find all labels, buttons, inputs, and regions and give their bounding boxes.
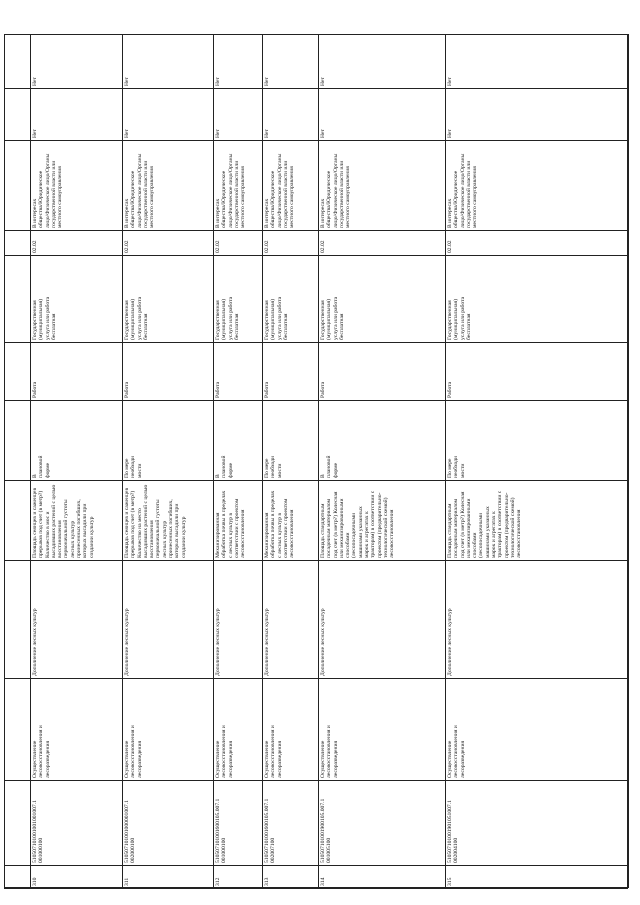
cell-flag2	[262, 34, 318, 88]
cell-form	[213, 400, 262, 480]
cell-text: Дополнение лесных культур	[320, 608, 326, 676]
cell-code	[262, 780, 318, 865]
cell-indicator	[213, 480, 262, 560]
cell-indicator	[445, 480, 628, 560]
cell-activity	[30, 678, 122, 780]
cell-text: Механизированная обработка почвы в пределах с лесных культур в соответствии с проектом лесовосстановления	[264, 490, 296, 558]
cell-text: В плановой форме	[320, 455, 339, 478]
cell-text: 315	[447, 877, 453, 886]
cell-text: 02.02	[32, 240, 38, 253]
cell-code2	[213, 230, 262, 255]
cell-consumers	[213, 140, 262, 230]
cell-type	[262, 342, 318, 400]
cell-flag1	[262, 88, 318, 140]
cell-form	[445, 400, 628, 480]
cell-text: Осуществление лесовосстановления и лесоразведения	[320, 725, 339, 778]
cell-code2	[30, 230, 122, 255]
cell-flag2	[30, 34, 122, 88]
cell-type	[445, 342, 628, 400]
cell-text: Нет	[320, 129, 326, 138]
cell-text: 02.02	[447, 240, 453, 253]
cell-flag1	[122, 88, 213, 140]
cell-code	[122, 780, 213, 865]
cell-text: По мере необходи мости	[447, 456, 466, 478]
cell-text: Государственная (муниципальная) услуга или работа бесплатная	[215, 296, 240, 340]
cell-text: 510507101001001001007.1 001000100	[32, 800, 45, 863]
cell-form	[30, 400, 122, 480]
cell-text: В интересах общества/Юридическое лицо/Физическое лицо/Органы государственной власти или местного самоуправления	[447, 153, 479, 228]
cell-text: Государственная (муниципальная) услуга или работа бесплатная	[320, 296, 345, 340]
cell-text: Нет	[124, 129, 130, 138]
cell-text: Осуществление лесовосстановления и лесоразведения	[264, 725, 283, 778]
cell-text: Государственная (муниципальная) услуга или работа бесплатная	[124, 296, 149, 340]
cell-text: 314	[320, 877, 326, 886]
cell-text: В плановой форме	[215, 455, 234, 478]
cell-text: Дополнение лесных культур	[215, 608, 221, 676]
cell-text: 02.02	[215, 240, 221, 253]
cell-flag1	[213, 88, 262, 140]
cell-text: Осуществление лесовосстановления и лесоразведения	[124, 725, 143, 778]
cell-text: Площадь стандартным посадочным материалом под счет (в метр?) Колесная или механизированными способами (лесопосадочными машинами указанных марок и агрегатах к тракторам) в соответствии с проектом (предварительно- технологической схемой) лесовосстановления	[320, 490, 396, 558]
cell-text: Нет	[32, 77, 38, 86]
cell-text: Работа	[124, 381, 130, 398]
cell-flag1	[30, 88, 122, 140]
cell-text: В интересах общества/Юридическое лицо/Физическое лицо/Органы государственной власти или местного самоуправления	[320, 153, 352, 228]
cell-text: Осуществление лесовосстановления и лесоразведения	[447, 725, 466, 778]
cell-flag2	[318, 34, 445, 88]
cell-indicator	[122, 480, 213, 560]
cell-flag1	[445, 88, 628, 140]
cell-text: Нет	[124, 77, 130, 86]
cell-indicator	[30, 480, 122, 560]
cell-payment	[30, 255, 122, 342]
cell-consumers	[318, 140, 445, 230]
cell-payment	[445, 255, 628, 342]
cell-num	[122, 865, 213, 888]
cell-activity	[122, 678, 213, 780]
cell-payment	[122, 255, 213, 342]
cell-payment	[318, 255, 445, 342]
cell-service-type	[122, 560, 213, 678]
cell-code2	[318, 230, 445, 255]
cell-num	[213, 865, 262, 888]
cell-text: Работа	[32, 381, 38, 398]
cell-code2	[445, 230, 628, 255]
grid-line-vertical	[628, 34, 629, 888]
cell-flag2	[122, 34, 213, 88]
cell-text: Нет	[320, 77, 326, 86]
cell-consumers	[122, 140, 213, 230]
cell-text: В плановой форме	[32, 455, 51, 478]
cell-text: Нет	[32, 129, 38, 138]
cell-type	[213, 342, 262, 400]
cell-consumers	[262, 140, 318, 230]
cell-text: 510507101001900105.007.1 001005100	[320, 798, 333, 863]
cell-text: Механизированная обработка почвы в пределах с лесных культур в соответствии с проектом лесовосстановления	[215, 490, 247, 558]
cell-form	[262, 400, 318, 480]
cell-text: Работа	[264, 381, 270, 398]
cell-consumers	[445, 140, 628, 230]
cell-text: Дополнение лесных культур	[447, 608, 453, 676]
cell-code	[30, 780, 122, 865]
cell-code	[445, 780, 628, 865]
cell-text: В интересах общества/Юридическое лицо/Физическое лицо/Органы государственной власти или местного самоуправления	[124, 153, 156, 228]
cell-text: Нет	[447, 129, 453, 138]
cell-activity	[213, 678, 262, 780]
cell-text: Работа	[320, 381, 326, 398]
cell-payment	[213, 255, 262, 342]
cell-text: 311	[124, 877, 130, 886]
cell-code2	[122, 230, 213, 255]
cell-service-type	[262, 560, 318, 678]
cell-text: Площадь стандартным посадочным материалом под счет (в метр?) Колесная или механизированными способами (лесопосадочными машинами указанных марок и агрегатах к тракторам) в соответствии с проектом (предварительно- технологической схемой) лесовосстановления	[447, 490, 523, 558]
cell-text: Государственная (муниципальная) услуга или работа бесплатная	[264, 296, 289, 340]
cell-payment	[262, 255, 318, 342]
cell-code2	[262, 230, 318, 255]
cell-text: 510507101001600105.007.1 001000100	[215, 798, 228, 863]
cell-service-type	[213, 560, 262, 678]
cell-text: Нет	[447, 77, 453, 86]
cell-text: 313	[264, 877, 270, 886]
grid-line-horizontal	[4, 888, 628, 889]
cell-text: В интересах общества/Юридическое лицо/Физическое лицо/Органы государственной власти или местного самоуправления	[264, 153, 296, 228]
cell-type	[30, 342, 122, 400]
cell-num	[262, 865, 318, 888]
cell-text: Нет	[215, 77, 221, 86]
cell-text: 510507101001901051007.1 002004100	[447, 800, 460, 863]
cell-text: 02.02	[320, 240, 326, 253]
cell-code	[318, 780, 445, 865]
cell-text: 02.02	[124, 240, 130, 253]
cell-flag2	[213, 34, 262, 88]
cell-activity	[262, 678, 318, 780]
cell-service-type	[318, 560, 445, 678]
cell-flag2	[445, 34, 628, 88]
cell-type	[318, 342, 445, 400]
cell-text: По мере необходи мости	[124, 456, 143, 478]
cell-text: Работа	[215, 381, 221, 398]
cell-indicator	[318, 480, 445, 560]
cell-text: Площадь сеянцев и саженцев прерывов под счет (в метр?) Количество в мос и высадивших растений с целью восстановления первоначальной густоты лесных культур принесенных погибших, которых высадили при создании культур	[32, 484, 95, 558]
cell-text: Государственная (муниципальная) услуга или работа бесплатная	[447, 296, 472, 340]
cell-service-type	[445, 560, 628, 678]
grid-line-vertical	[4, 34, 5, 888]
cell-text: 310	[32, 877, 38, 886]
cell-text: Дополнение лесных культур	[124, 608, 130, 676]
cell-text: Осуществление лесовосстановления и лесоразведения	[215, 725, 234, 778]
cell-num	[445, 865, 628, 888]
cell-consumers	[30, 140, 122, 230]
cell-indicator	[262, 480, 318, 560]
cell-activity	[318, 678, 445, 780]
cell-text: Нет	[264, 129, 270, 138]
cell-type	[122, 342, 213, 400]
cell-text: Работа	[447, 381, 453, 398]
cell-text: 312	[215, 877, 221, 886]
cell-text: 510507101001600105.007.1 002007100	[264, 798, 277, 863]
cell-text: Осуществление лесовосстановления и лесоразведения	[32, 725, 51, 778]
cell-flag1	[318, 88, 445, 140]
cell-text: По мере необходи мости	[264, 456, 283, 478]
cell-service-type	[30, 560, 122, 678]
cell-text: Нет	[264, 77, 270, 86]
cell-text: В интересах общества/Юридическое лицо/Физическое лицо/Органы государственной власти или местного самоуправления	[32, 153, 64, 228]
cell-text: В интересах общества/Юридическое лицо/Физическое лицо/Органы государственной власти или местного самоуправления	[215, 153, 247, 228]
cell-code	[213, 780, 262, 865]
cell-text: Государственная (муниципальная) услуга или работа бесплатная	[32, 296, 57, 340]
cell-form	[318, 400, 445, 480]
cell-text: Нет	[215, 129, 221, 138]
cell-text: Дополнение лесных культур	[32, 608, 38, 676]
cell-activity	[445, 678, 628, 780]
cell-text: Дополнение лесных культур	[264, 608, 270, 676]
cell-text: 510507101001000001007.1 002000100	[124, 800, 137, 863]
cell-text: 02.02	[264, 240, 270, 253]
cell-num	[318, 865, 445, 888]
cell-form	[122, 400, 213, 480]
cell-num	[30, 865, 122, 888]
cell-text: Площадь сеянцев и саженцев прерывов под счет (в метр?) Количество на место высадивших растений с целью восстановления первоначальной густоты лесных культур принесенных погибших, которых высадили при создании культур	[124, 484, 187, 558]
